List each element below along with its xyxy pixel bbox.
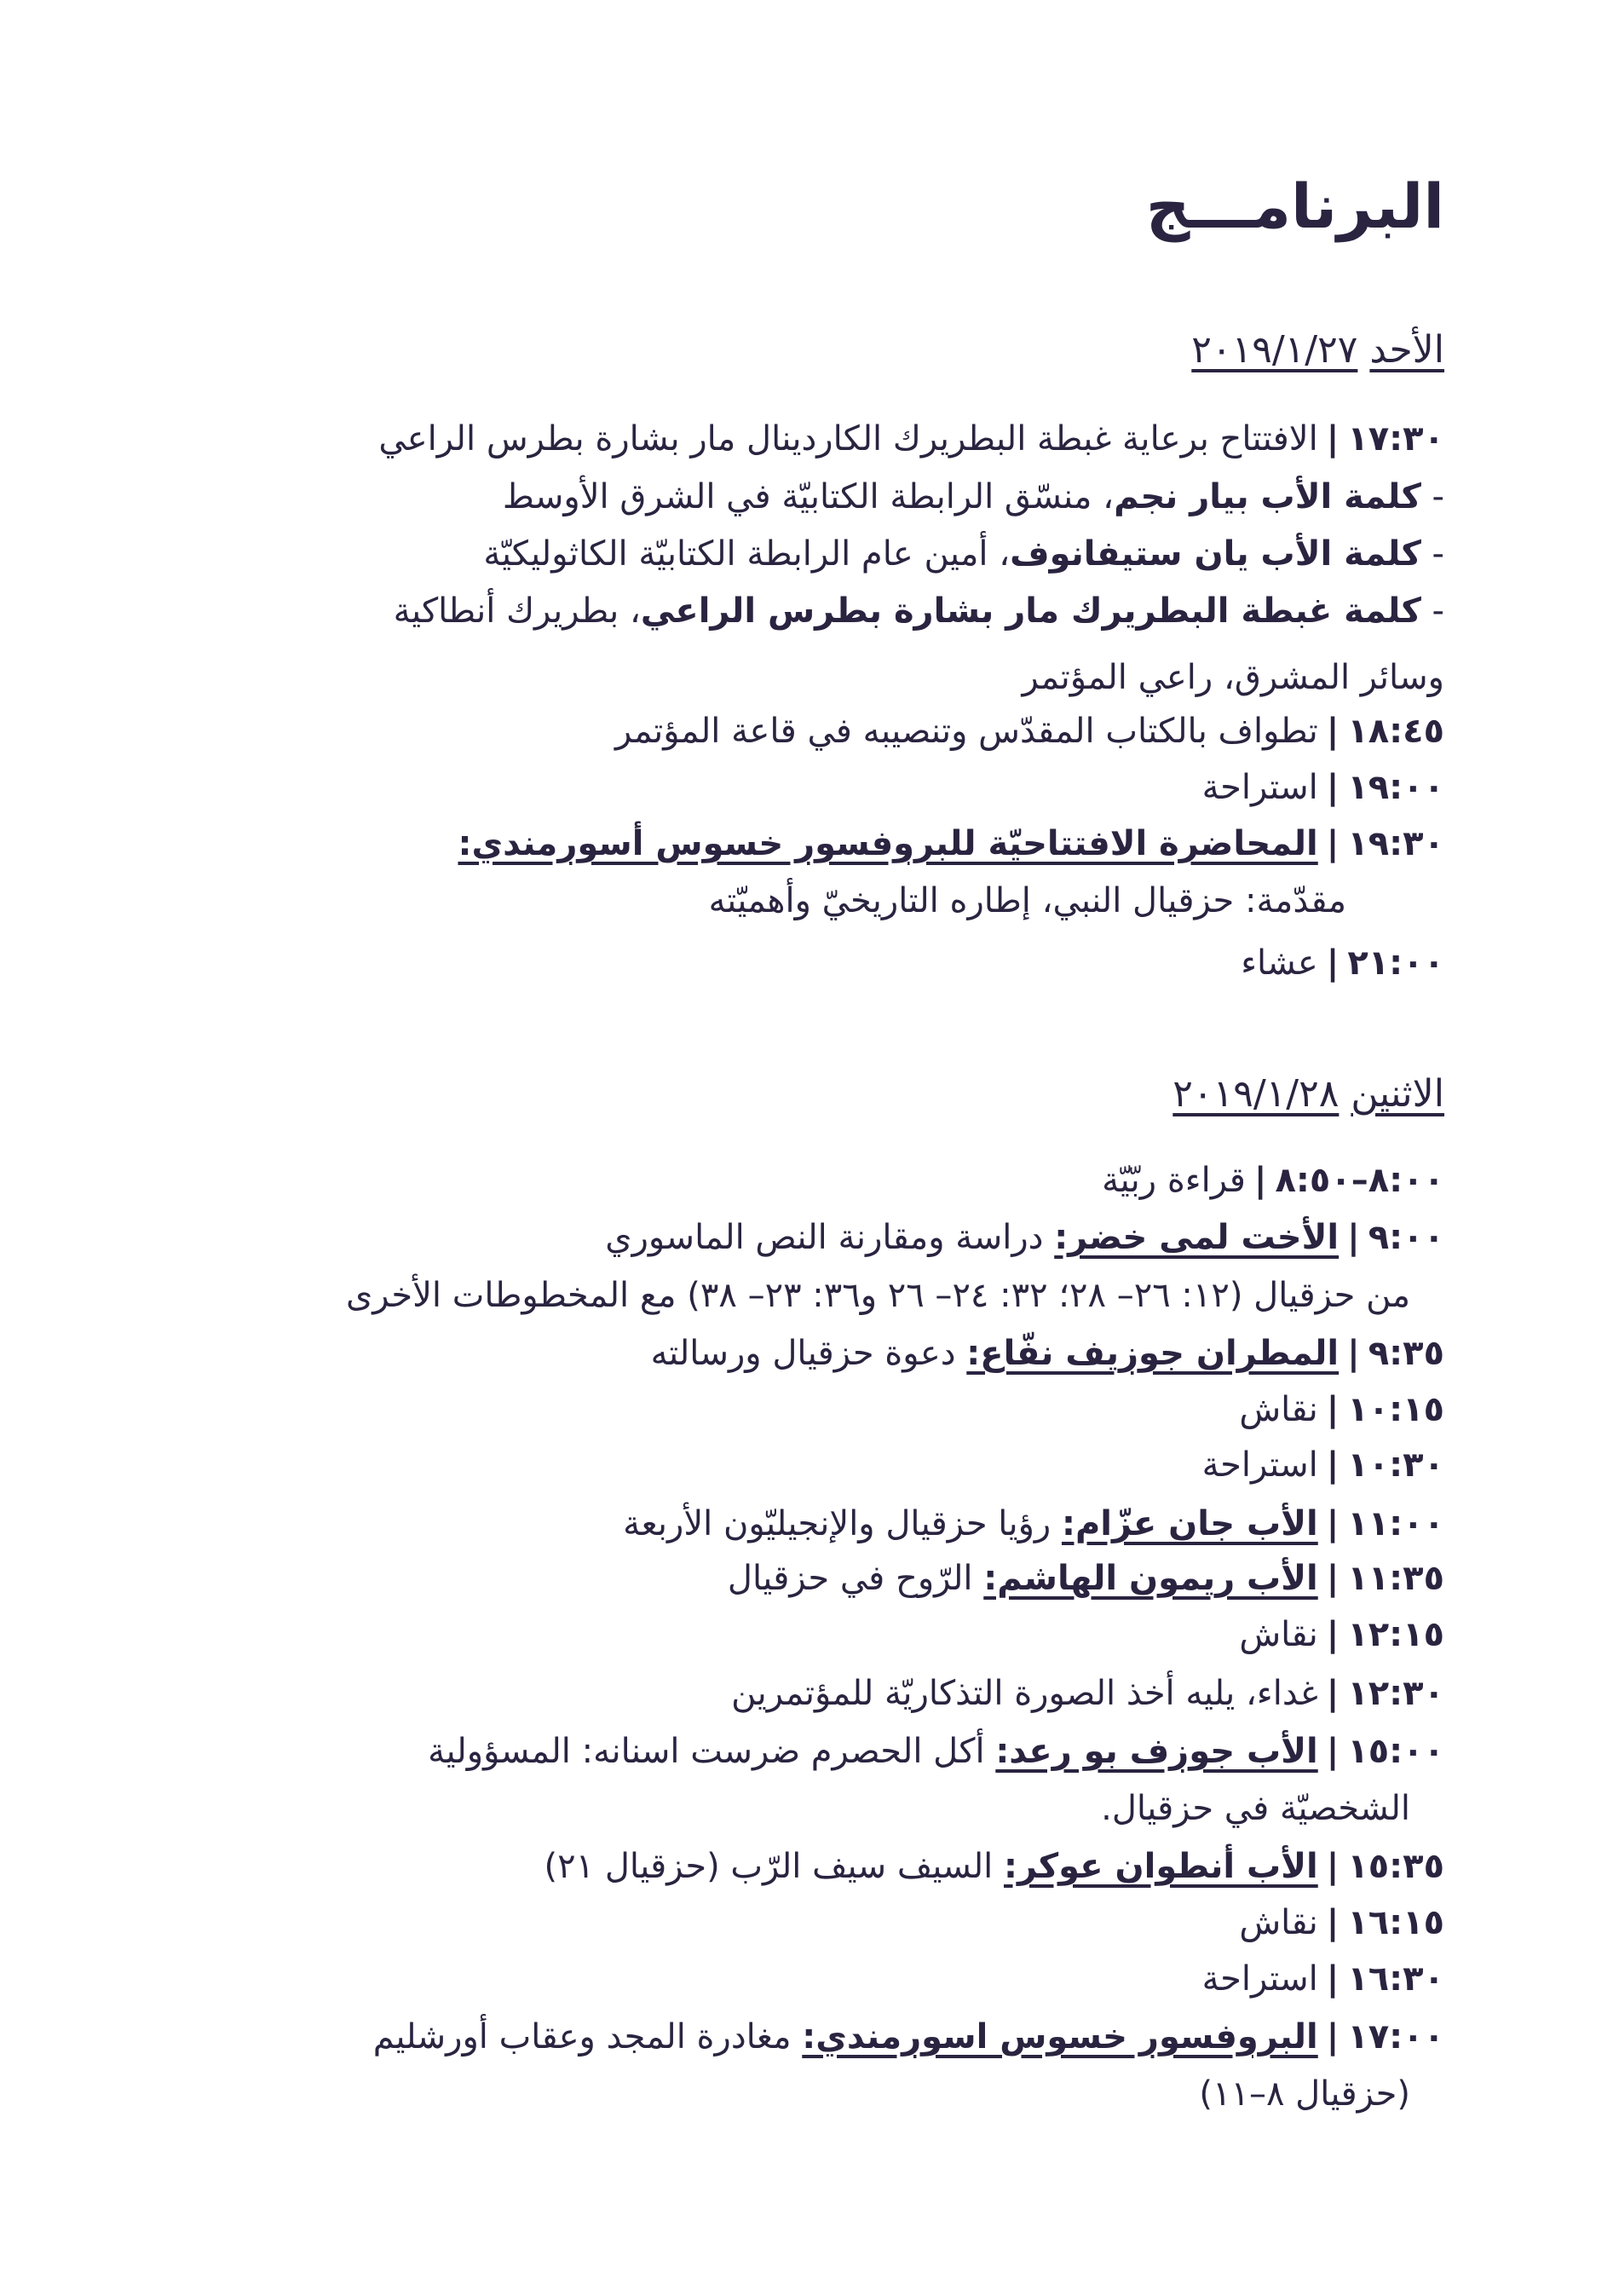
schedule-line: ٩:٠٠|الأخت لمى خضر: دراسة ومقارنة النص الماسوري	[605, 1218, 1444, 1257]
schedule-line: ١٩:٠٠|استراحة	[1201, 768, 1444, 807]
schedule-line: ١٥:٣٥|الأب أنطوان عوكر: السيف سيف الرّب (حزقيال ٢١)	[544, 1847, 1444, 1886]
day1-date: ٢٠١٩/١/٢٧	[1191, 328, 1358, 372]
schedule-line: ١٥:٠٠|الأب جوزف بو رعد: أكل الحصرم ضرست اسنانه: المسؤولية	[428, 1732, 1444, 1771]
schedule-line: ١٦:٣٠|استراحة	[1201, 1959, 1444, 1999]
schedule-line: - كلمة الأب يان ستيفانوف، أمين عام الرابطة الكتابيّة الكاثوليكيّة	[483, 534, 1444, 574]
schedule-line: ٩:٣٥|المطران جوزيف نفّاع: دعوة حزقيال ورسالته	[650, 1334, 1444, 1373]
schedule-line: ٨:٠٠–٨:٥٠|قراءة ربّيّة	[1102, 1161, 1444, 1200]
day2-label: الاثنين	[1351, 1072, 1444, 1116]
schedule-line: ١٨:٤٥|تطواف بالكتاب المقدّس وتنصيبه في قاعة المؤتمر	[614, 712, 1444, 751]
schedule-line: ١١:٣٥|الأب ريمون الهاشم: الرّوح في حزقيال	[727, 1559, 1444, 1598]
schedule-line: وسائر المشرق، راعي المؤتمر	[1022, 658, 1444, 697]
day1-heading	[1179, 328, 1444, 372]
schedule-line: ١٢:١٥|نقاش	[1239, 1615, 1444, 1654]
day1-label: الأحد	[1369, 328, 1444, 372]
schedule-line: ١٩:٣٠|المحاضرة الافتتاحيّة للبروفسور خسوس أسورمندي:	[458, 824, 1444, 863]
day2-date: ٢٠١٩/١/٢٨	[1172, 1072, 1340, 1116]
schedule-line: ١٧:٠٠|البروفسور خسوس اسورمندي: مغادرة المجد وعقاب أورشليم	[372, 2017, 1444, 2057]
day2-heading	[1161, 1072, 1444, 1116]
schedule-line: من حزقيال (١٢: ٢٦– ٢٨؛ ٣٢: ٢٤– ٢٦ و٣٦: ٢٣– ٣٨) مع المخطوطات الأخرى	[345, 1276, 1410, 1315]
schedule-line: - كلمة غبطة البطريرك مار بشارة بطرس الراعي، بطريرك أنطاكية	[393, 591, 1444, 631]
schedule-line: مقدّمة: حزقيال النبي، إطاره التاريخيّ وأهميّته	[708, 881, 1346, 920]
schedule-line: - كلمة الأب بيار نجم، منسّق الرابطة الكتابيّة في الشرق الأوسط	[502, 477, 1444, 516]
page-title: البرنامـــج	[1145, 170, 1444, 242]
schedule-line: الشخصيّة في حزقيال.	[1101, 1789, 1410, 1828]
schedule-line: ١٢:٣٠|غداء، يليه أخذ الصورة التذكاريّة للمؤتمرين	[731, 1674, 1444, 1713]
schedule-line: ١١:٠٠|الأب جان عزّام: رؤيا حزقيال والإنجيليّون الأربعة	[623, 1504, 1444, 1543]
schedule-line: ١٧:٣٠|الافتتاح برعاية غبطة البطريرك الكاردينال مار بشارة بطرس الراعي	[378, 419, 1444, 459]
schedule-line: ١٠:٣٠|استراحة	[1201, 1445, 1444, 1485]
schedule-line: ١٦:١٥|نقاش	[1239, 1903, 1444, 1942]
schedule-line: ٢١:٠٠|عشاء	[1241, 943, 1444, 983]
schedule-line: (حزقيال ٨–١١)	[1199, 2074, 1410, 2114]
schedule-line: ١٠:١٥|نقاش	[1239, 1390, 1444, 1429]
